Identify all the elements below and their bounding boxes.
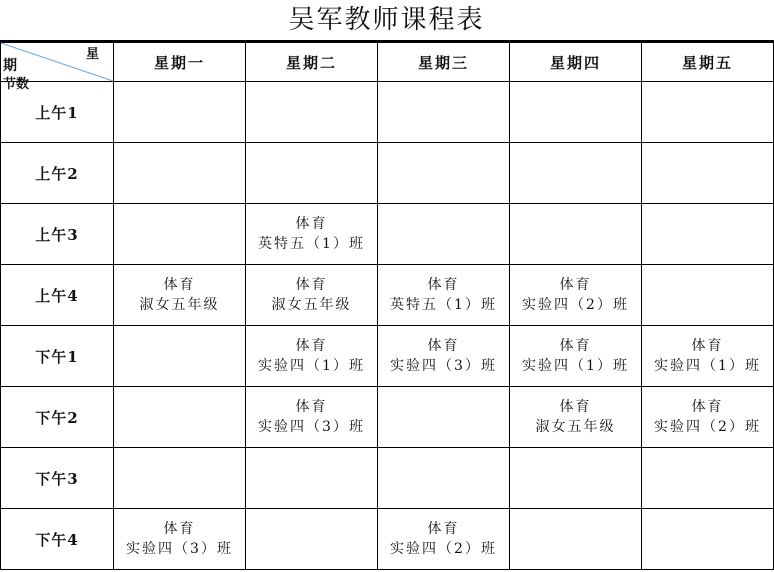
class-label: 实验四（2）班 <box>654 419 761 435</box>
schedule-cell <box>642 509 774 570</box>
schedule-cell <box>642 326 774 387</box>
schedule-cell <box>642 143 774 204</box>
corner-header-cell <box>1 42 114 92</box>
table-row <box>1 448 774 509</box>
period-label: 下午3 <box>1 448 114 509</box>
schedule-cell <box>114 509 246 570</box>
schedule-cell <box>378 143 510 204</box>
schedule-cell <box>510 509 642 570</box>
subject-label: 体育 <box>691 338 724 354</box>
class-label: 实验四（1）班 <box>522 358 629 374</box>
schedule-cell <box>510 82 642 143</box>
schedule-cell <box>378 82 510 143</box>
day-header-mon: 星期一 <box>114 42 246 82</box>
schedule-cell <box>114 326 246 387</box>
class-label: 实验四（3）班 <box>258 419 365 435</box>
schedule-cell <box>246 82 378 143</box>
subject-label: 体育 <box>559 338 592 354</box>
schedule-cell <box>246 509 378 570</box>
schedule-cell <box>510 143 642 204</box>
header-row <box>1 42 774 82</box>
schedule-cell <box>114 265 246 326</box>
subject-label: 体育 <box>691 399 724 415</box>
class-label: 实验四（2）班 <box>522 297 629 313</box>
subject-label: 体育 <box>427 521 460 537</box>
schedule-cell <box>642 387 774 448</box>
class-label: 淑女五年级 <box>271 297 352 313</box>
schedule-cell <box>378 204 510 265</box>
class-label: 实验四（3）班 <box>390 358 497 374</box>
period-label: 上午3 <box>1 204 114 265</box>
subject-label: 体育 <box>163 277 196 293</box>
schedule-cell <box>510 265 642 326</box>
schedule-cell <box>642 265 774 326</box>
period-label: 上午4 <box>1 265 114 326</box>
timetable <box>0 40 774 570</box>
schedule-cell <box>114 82 246 143</box>
period-label: 下午1 <box>1 326 114 387</box>
schedule-cell <box>378 265 510 326</box>
period-label: 上午2 <box>1 143 114 204</box>
schedule-cell <box>246 326 378 387</box>
class-label: 实验四（2）班 <box>390 541 497 557</box>
table-row <box>1 265 774 326</box>
schedule-cell <box>378 326 510 387</box>
schedule-cell <box>114 448 246 509</box>
subject-label: 体育 <box>427 277 460 293</box>
schedule-cell <box>642 82 774 143</box>
day-header-fri: 星期五 <box>642 42 774 82</box>
schedule-cell <box>246 143 378 204</box>
day-header-wed: 星期三 <box>378 42 510 82</box>
table-row <box>1 326 774 387</box>
page-title: 吴军教师课程表 <box>288 5 485 35</box>
schedule-cell <box>642 448 774 509</box>
schedule-cell <box>114 387 246 448</box>
schedule-cell <box>378 448 510 509</box>
class-label: 英特五（1）班 <box>390 297 497 313</box>
schedule-cell <box>510 387 642 448</box>
table-row <box>1 82 774 143</box>
schedule-cell <box>246 204 378 265</box>
class-label: 英特五（1）班 <box>258 236 365 252</box>
schedule-cell <box>378 509 510 570</box>
schedule-cell <box>378 387 510 448</box>
schedule-cell <box>510 204 642 265</box>
subject-label: 体育 <box>295 338 328 354</box>
subject-label: 体育 <box>295 216 328 232</box>
class-label: 实验四（1）班 <box>654 358 761 374</box>
subject-label: 体育 <box>427 338 460 354</box>
table-row <box>1 509 774 570</box>
corner-label-left: 期 <box>3 58 17 74</box>
day-header-tue: 星期二 <box>246 42 378 82</box>
subject-label: 体育 <box>163 521 196 537</box>
schedule-cell <box>246 387 378 448</box>
schedule-cell <box>246 265 378 326</box>
period-label: 下午4 <box>1 509 114 570</box>
schedule-cell <box>114 204 246 265</box>
schedule-cell <box>510 448 642 509</box>
class-label: 实验四（3）班 <box>126 541 233 557</box>
class-label: 淑女五年级 <box>139 297 220 313</box>
class-label: 实验四（1）班 <box>258 358 365 374</box>
corner-label-bottom: 节数 <box>3 77 30 92</box>
schedule-cell <box>642 204 774 265</box>
schedule-cell <box>246 448 378 509</box>
table-row <box>1 143 774 204</box>
subject-label: 体育 <box>295 277 328 293</box>
subject-label: 体育 <box>559 399 592 415</box>
period-label: 上午1 <box>1 82 114 143</box>
day-header-thu: 星期四 <box>510 42 642 82</box>
schedule-cell <box>114 143 246 204</box>
table-row <box>1 204 774 265</box>
subject-label: 体育 <box>559 277 592 293</box>
period-label: 下午2 <box>1 387 114 448</box>
class-label: 淑女五年级 <box>535 419 616 435</box>
subject-label: 体育 <box>295 399 328 415</box>
timetable-body <box>1 82 774 570</box>
schedule-cell <box>510 326 642 387</box>
corner-label-top: 星 <box>85 47 99 62</box>
table-row <box>1 387 774 448</box>
